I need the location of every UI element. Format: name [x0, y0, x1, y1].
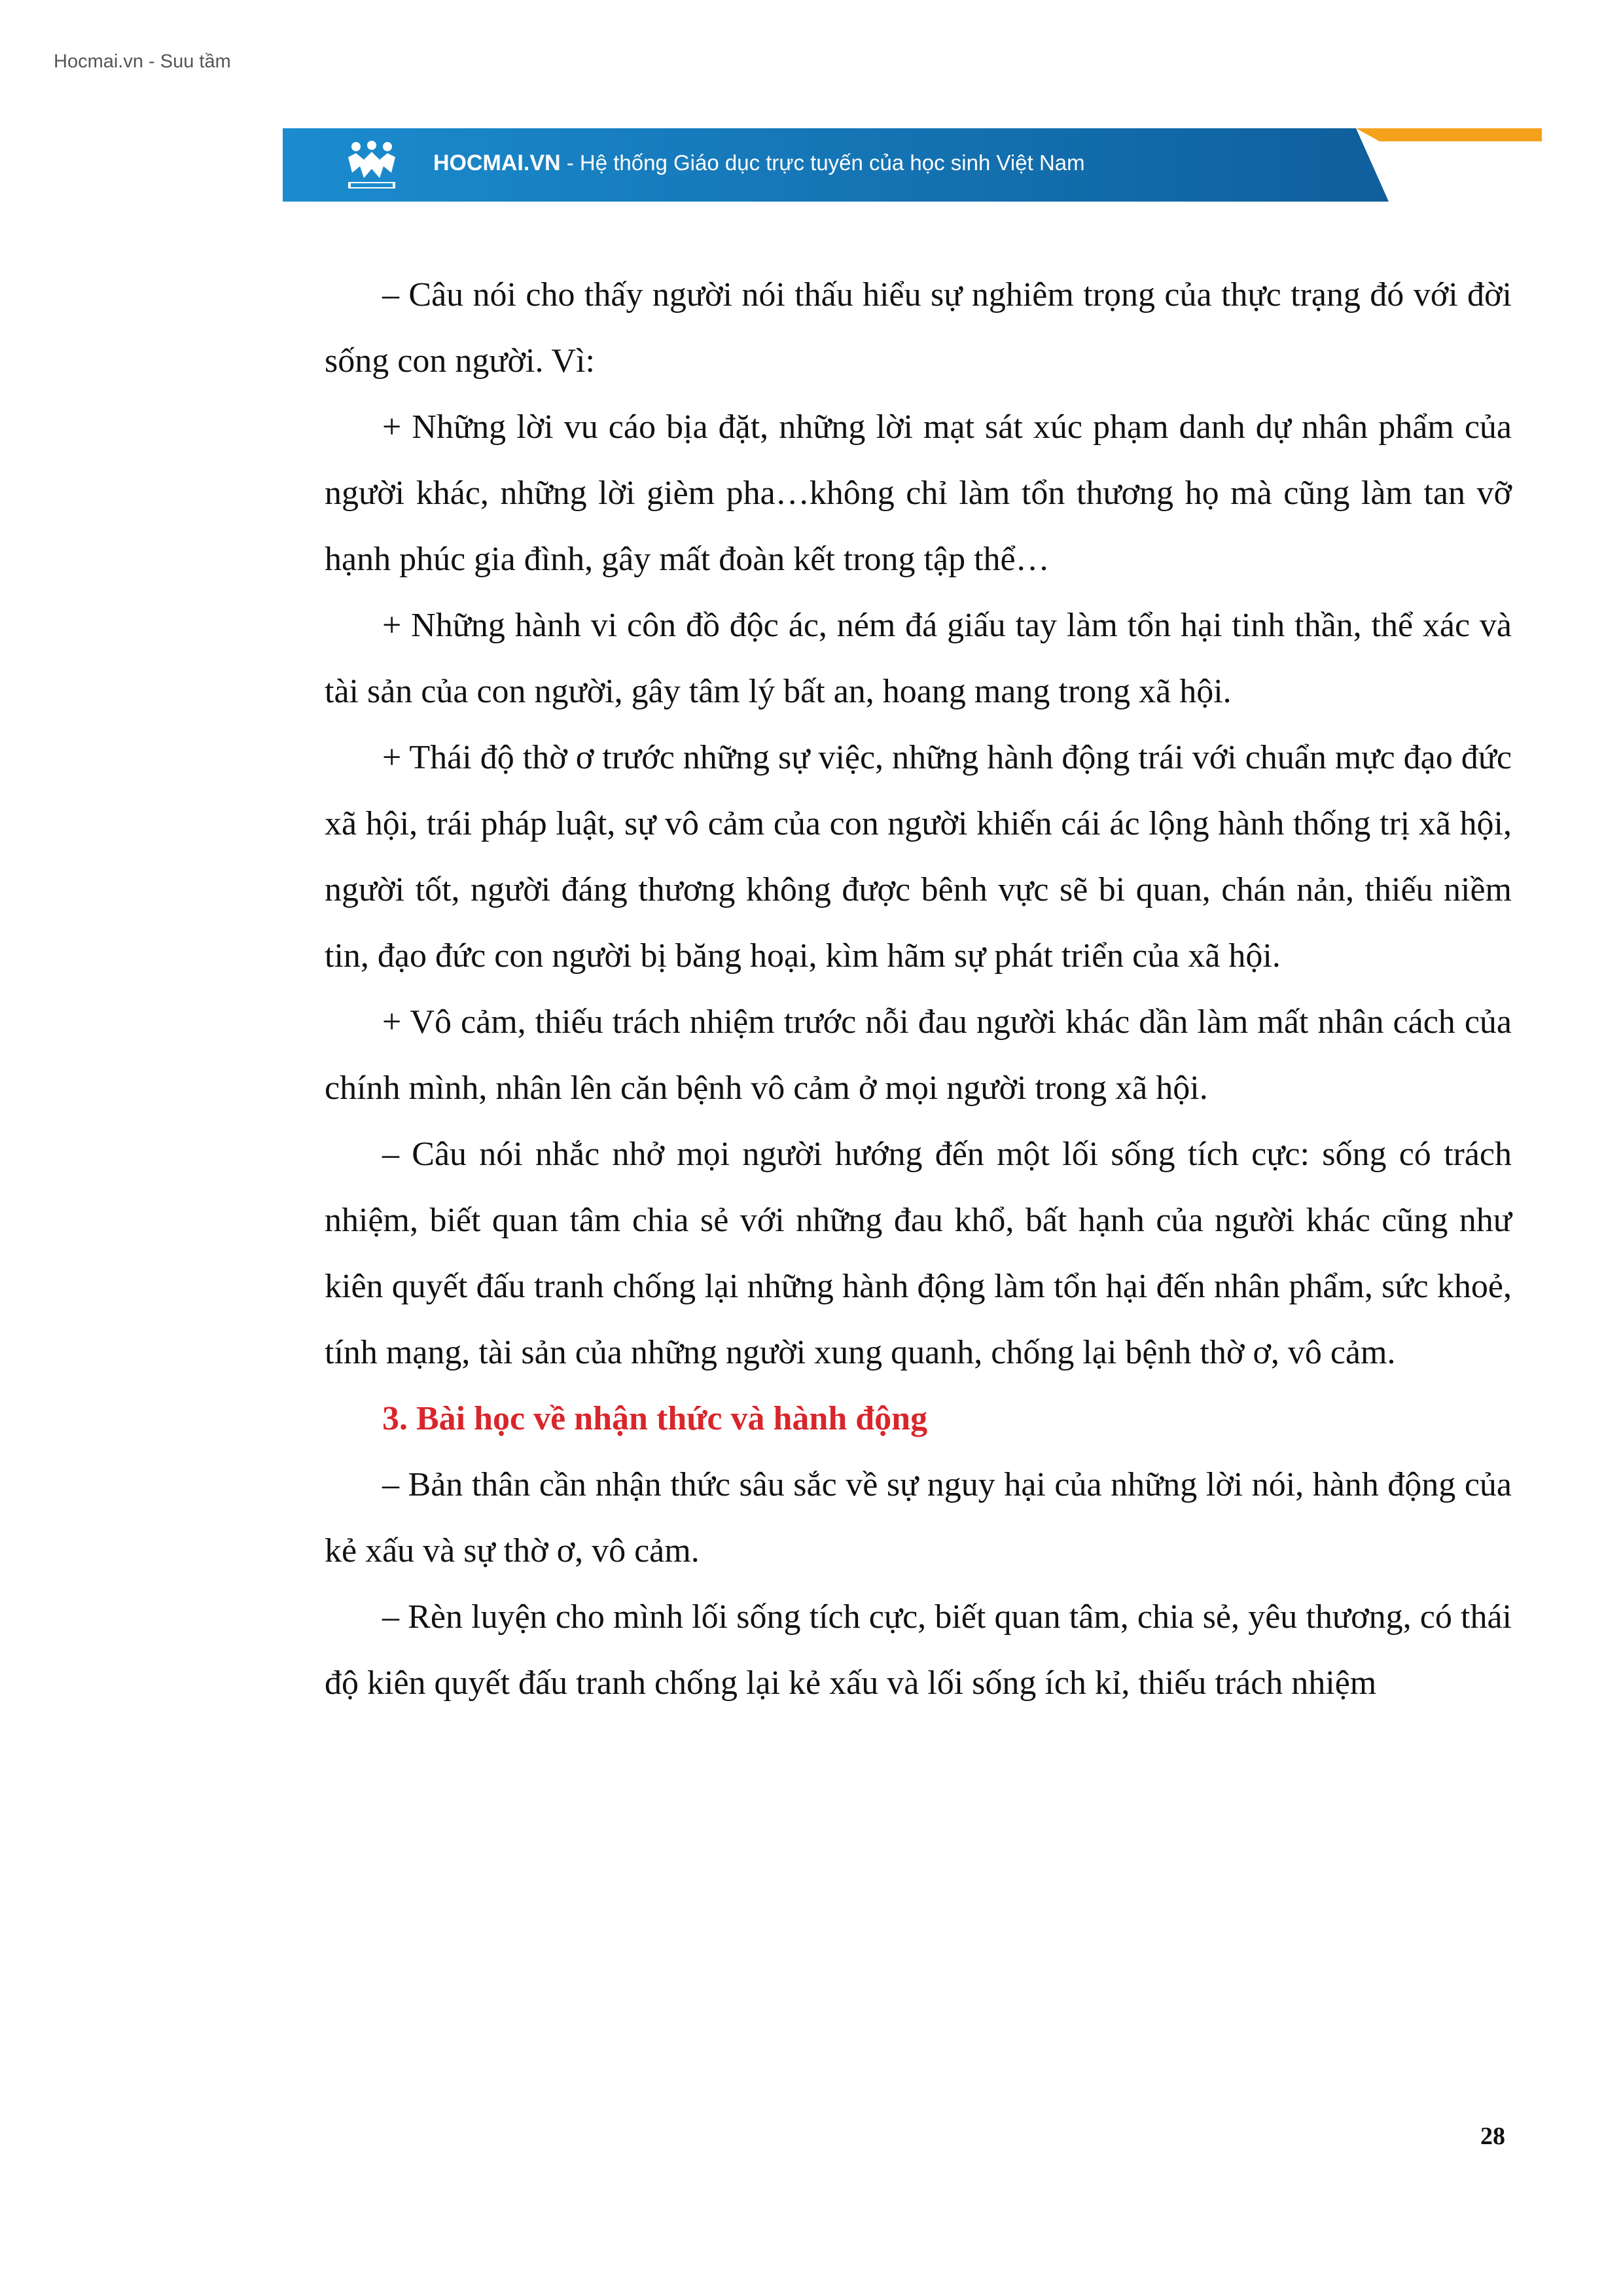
paragraph: + Thái độ thờ ơ trước những sự việc, những hành động trái với chuẩn mực đạo đức xã hội, trái pháp luật, sự vô cảm của con người khiến cái ác lộng hành thống trị xã hội, người tốt, người đáng thương không được bênh vực sẽ bi quan, chán nản, thiếu niềm tin, đạo đức con người bị băng hoại, kìm hãm sự phát triển của xã hội. [325, 739, 1512, 975]
paragraph: – Câu nói nhắc nhở mọi người hướng đến một lối sống tích cực: sống có trách nhiệm, biết quan tâm chia sẻ với những đau khổ, bất hạnh của người khác cũng như kiên quyết đấu tranh chống lại những hành động làm tổn hại đến nhân phẩm, sức khoẻ, tính mạng, tài sản của những người xung quanh, chống lại bệnh thờ ơ, vô cảm. [325, 1136, 1512, 1371]
header-banner [283, 128, 1542, 202]
paragraph: + Những hành vi côn đồ độc ác, ném đá giấu tay làm tổn hại tinh thần, thể xác và tài sản của con người, gây tâm lý bất an, hoang mang trong xã hội. [325, 607, 1512, 710]
watermark-text: Hocmai.vn - Suu tầm [54, 51, 231, 72]
banner-orange-stripe [1356, 128, 1542, 141]
paragraph: – Rèn luyện cho mình lối sống tích cực, biết quan tâm, chia sẻ, yêu thương, có thái độ kiên quyết đấu tranh chống lại kẻ xấu và lối sống ích kỉ, thiếu trách nhiệm [325, 1598, 1512, 1702]
document-body [325, 262, 1512, 1716]
section-heading: 3. Bài học về nhận thức và hành động [382, 1400, 928, 1437]
banner-brand: HOCMAI.VN [433, 151, 561, 175]
page-number: 28 [1480, 2123, 1505, 2150]
paragraph: + Vô cảm, thiếu trách nhiệm trước nỗi đau người khác dần làm mất nhân cách của chính mình, nhân lên căn bệnh vô cảm ở mọi người trong xã hội. [325, 1003, 1512, 1107]
banner-tagline: - Hệ thống Giáo dục trực tuyến của học sinh Việt Nam [560, 151, 1085, 175]
banner-title [433, 151, 1085, 176]
paragraph: – Bản thân cần nhận thức sâu sắc về sự nguy hại của những lời nói, hành động của kẻ xấu và sự thờ ơ, vô cảm. [325, 1466, 1512, 1570]
paragraph: – Câu nói cho thấy người nói thấu hiểu sự nghiêm trọng của thực trạng đó với đời sống con người. Vì: [325, 276, 1512, 380]
paragraph: + Những lời vu cáo bịa đặt, những lời mạt sát xúc phạm danh dự nhân phẩm của người khác, những lời gièm pha…không chỉ làm tổn thương họ mà cũng làm tan vỡ hạnh phúc gia đình, gây mất đoàn kết trong tập thể… [325, 408, 1512, 578]
hocmai-logo-icon [346, 140, 398, 191]
